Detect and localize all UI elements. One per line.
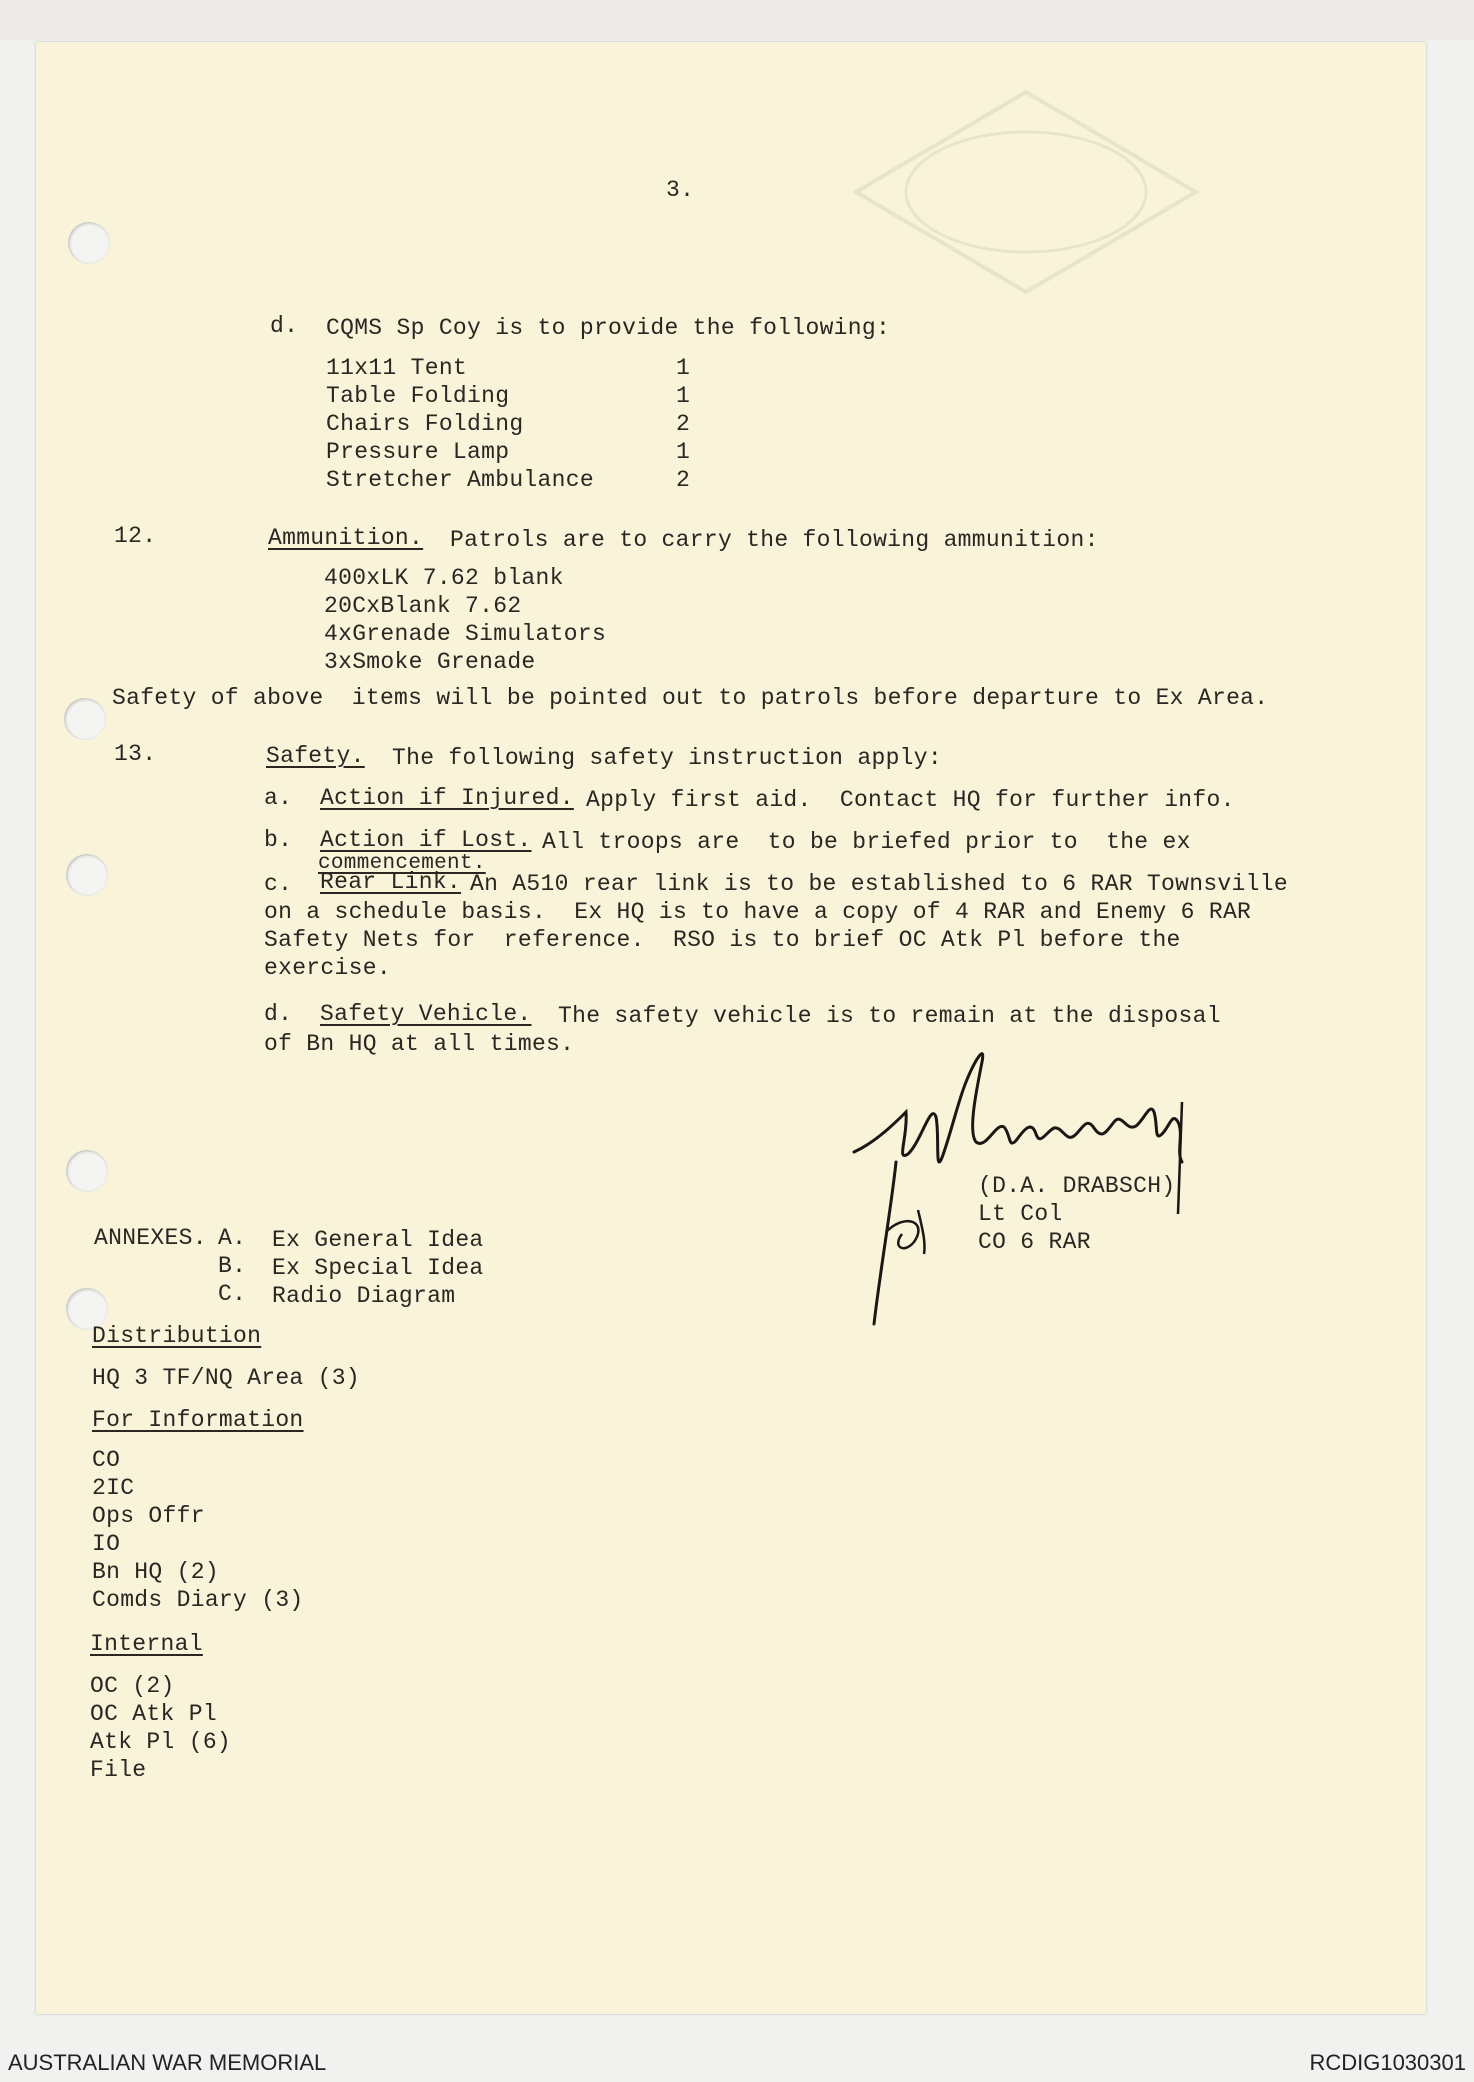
para13c-text: An A510 rear link is to be established to 6 RAR Townsville <box>470 871 1288 897</box>
annex-title: Radio Diagram <box>272 1283 456 1309</box>
scan-top-band <box>0 0 1474 40</box>
cqms-item-name: Table Folding <box>326 383 510 409</box>
embossed-watermark <box>836 82 1216 302</box>
para13b-heading: Action if Lost. <box>320 827 532 853</box>
cqms-item-qty: 1 <box>676 439 691 465</box>
page-number: 3. <box>666 177 695 203</box>
binder-hole <box>66 1150 108 1192</box>
for-information-item: CO <box>92 1447 121 1473</box>
cqms-item-name: Pressure Lamp <box>326 439 510 465</box>
signatory-name: (D.A. DRABSCH) <box>978 1173 1176 1199</box>
internal-item: File <box>90 1757 147 1783</box>
para13-heading: Safety. <box>266 743 365 769</box>
para13d-letter: d. <box>264 1001 293 1027</box>
cqms-item-qty: 2 <box>676 467 691 493</box>
cqms-item-name: Stretcher Ambulance <box>326 467 594 493</box>
para12-text: Patrols are to carry the following ammunition: <box>450 527 1099 553</box>
cqms-item-name: 11x11 Tent <box>326 355 468 381</box>
para13a-text: Apply first aid. Contact HQ for further info. <box>586 787 1235 813</box>
for-information-item: Ops Offr <box>92 1503 205 1529</box>
internal-item: Atk Pl (6) <box>90 1729 232 1755</box>
internal-item: OC Atk Pl <box>90 1701 217 1727</box>
binder-hole <box>68 222 110 264</box>
cqms-item-qty: 2 <box>676 411 691 437</box>
distribution-heading: Distribution <box>92 1323 262 1349</box>
para13a-heading: Action if Injured. <box>320 785 574 811</box>
para13c-letter: c. <box>264 871 293 897</box>
para13-number: 13. <box>114 741 157 767</box>
para13-text: The following safety instruction apply: <box>392 745 942 771</box>
ammo-item: 400xLK 7.62 blank <box>324 565 564 591</box>
para12-heading: Ammunition. <box>268 525 424 551</box>
signatory-rank: Lt Col <box>978 1201 1063 1227</box>
binder-hole <box>64 698 106 740</box>
ammo-item: 4xGrenade Simulators <box>324 621 607 647</box>
section-d-text: CQMS Sp Coy is to provide the following: <box>326 315 891 341</box>
annex-letter: B. <box>218 1253 247 1279</box>
para12-number: 12. <box>114 523 157 549</box>
para13d-text: The safety vehicle is to remain at the disposal <box>558 1003 1221 1029</box>
para13b-letter: b. <box>264 827 293 853</box>
binder-hole <box>66 854 108 896</box>
distribution-item: HQ 3 TF/NQ Area (3) <box>92 1365 360 1391</box>
signatory-appointment: CO 6 RAR <box>978 1229 1091 1255</box>
for-information-heading: For Information <box>92 1407 304 1433</box>
footer-record-id: RCDIG1030301 <box>1309 2050 1466 2075</box>
para13c-line: exercise. <box>264 955 391 981</box>
annex-title: Ex General Idea <box>272 1227 484 1253</box>
document-page <box>36 42 1426 2014</box>
ammo-item: 20CxBlank 7.62 <box>324 593 522 619</box>
annex-title: Ex Special Idea <box>272 1255 484 1281</box>
para13a-letter: a. <box>264 785 293 811</box>
for-information-item: 2IC <box>92 1475 135 1501</box>
para12-note: Safety of above items will be pointed out to patrols before departure to Ex Area. <box>112 685 1269 711</box>
para13d-heading: Safety Vehicle. <box>320 1001 532 1027</box>
cqms-item-qty: 1 <box>676 355 691 381</box>
cqms-item-name: Chairs Folding <box>326 411 524 437</box>
for-information-item: IO <box>92 1531 121 1557</box>
para13d-cont: of Bn HQ at all times. <box>264 1031 575 1057</box>
para13b-cont: commencement. <box>318 852 486 875</box>
para13c-heading: Rear Link. <box>320 869 462 895</box>
para13c-line: Safety Nets for reference. RSO is to brief OC Atk Pl before the <box>264 927 1181 953</box>
annexes-label: ANNEXES. <box>94 1225 207 1251</box>
footer-archive-name: AUSTRALIAN WAR MEMORIAL <box>8 2050 327 2075</box>
para13b-text: All troops are to be briefed prior to the ex <box>542 829 1191 855</box>
annex-letter: C. <box>218 1281 247 1307</box>
para13c-line: on a schedule basis. Ex HQ is to have a copy of 4 RAR and Enemy 6 RAR <box>264 899 1252 925</box>
internal-heading: Internal <box>90 1631 203 1657</box>
internal-item: OC (2) <box>90 1673 175 1699</box>
cqms-item-qty: 1 <box>676 383 691 409</box>
section-d-letter: d. <box>270 313 299 339</box>
for-information-item: Comds Diary (3) <box>92 1587 304 1613</box>
annex-letter: A. <box>218 1225 247 1251</box>
ammo-item: 3xSmoke Grenade <box>324 649 536 675</box>
for-information-item: Bn HQ (2) <box>92 1559 219 1585</box>
